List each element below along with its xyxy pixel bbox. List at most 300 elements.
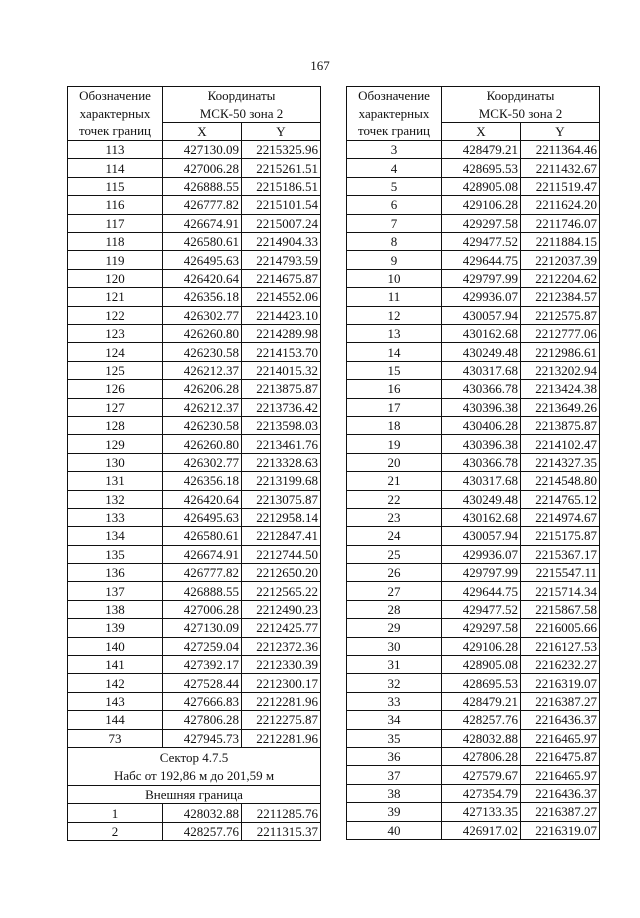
y-coordinate-cell: 2213075.87 — [242, 490, 321, 508]
header-point-designation — [68, 87, 163, 141]
x-coordinate-cell: 428905.08 — [442, 177, 521, 195]
x-coordinate-cell: 426777.82 — [163, 564, 242, 582]
y-coordinate-cell: 2216127.53 — [521, 637, 600, 655]
table-row — [347, 380, 600, 398]
x-coordinate-cell: 430396.38 — [442, 435, 521, 453]
y-coordinate-cell: 2214675.87 — [242, 269, 321, 287]
y-coordinate-cell: 2211285.76 — [242, 804, 321, 822]
y-coordinate-cell: 2212425.77 — [242, 619, 321, 637]
y-coordinate-cell: 2212650.20 — [242, 564, 321, 582]
header-point-designation — [347, 87, 442, 141]
table-row — [68, 472, 321, 490]
point-id-cell: 18 — [347, 416, 442, 434]
y-coordinate-cell: 2213328.63 — [242, 453, 321, 471]
y-coordinate-cell: 2213875.87 — [242, 380, 321, 398]
header-id-line: характерных — [358, 105, 430, 121]
y-coordinate-cell: 2211315.37 — [242, 822, 321, 840]
header-id-line: Обозначение — [358, 88, 430, 103]
x-coordinate-cell: 429936.07 — [442, 288, 521, 306]
point-id-cell: 129 — [68, 435, 163, 453]
x-coordinate-cell: 427130.09 — [163, 141, 242, 159]
y-coordinate-cell: 2212986.61 — [521, 343, 600, 361]
x-coordinate-cell: 428479.21 — [442, 692, 521, 710]
point-id-cell: 3 — [347, 141, 442, 159]
y-coordinate-cell: 2216436.37 — [521, 711, 600, 729]
table-row — [68, 306, 321, 324]
x-coordinate-cell: 426495.63 — [163, 251, 242, 269]
y-coordinate-cell: 2212575.87 — [521, 306, 600, 324]
y-coordinate-cell: 2216387.27 — [521, 692, 600, 710]
y-coordinate-cell: 2212204.62 — [521, 269, 600, 287]
point-id-cell: 130 — [68, 453, 163, 471]
x-coordinate-cell: 426674.91 — [163, 214, 242, 232]
y-coordinate-cell: 2212490.23 — [242, 600, 321, 618]
x-coordinate-cell: 426888.55 — [163, 582, 242, 600]
x-coordinate-cell: 430057.94 — [442, 527, 521, 545]
x-coordinate-cell: 426212.37 — [163, 361, 242, 379]
point-id-cell: 22 — [347, 490, 442, 508]
point-id-cell: 122 — [68, 306, 163, 324]
table-row — [68, 196, 321, 214]
point-id-cell: 4 — [347, 159, 442, 177]
y-coordinate-cell: 2216465.97 — [521, 766, 600, 784]
point-id-cell: 27 — [347, 582, 442, 600]
point-id-cell: 40 — [347, 821, 442, 839]
table-row — [347, 600, 600, 618]
point-id-cell: 142 — [68, 674, 163, 692]
x-coordinate-cell: 430249.48 — [442, 343, 521, 361]
table-row — [68, 822, 321, 840]
boundary-label: Внешняя граница — [68, 786, 321, 804]
x-coordinate-cell: 426230.58 — [163, 343, 242, 361]
point-id-cell: 138 — [68, 600, 163, 618]
table-row — [347, 435, 600, 453]
point-id-cell: 123 — [68, 325, 163, 343]
table-row — [347, 196, 600, 214]
table-row — [347, 619, 600, 637]
point-id-cell: 141 — [68, 656, 163, 674]
y-coordinate-cell: 2214548.80 — [521, 472, 600, 490]
y-coordinate-cell: 2212281.96 — [242, 692, 321, 710]
point-id-cell: 125 — [68, 361, 163, 379]
y-coordinate-cell: 2214765.12 — [521, 490, 600, 508]
y-coordinate-cell: 2212037.39 — [521, 251, 600, 269]
x-coordinate-cell: 429477.52 — [442, 600, 521, 618]
x-coordinate-cell: 427259.04 — [163, 637, 242, 655]
sector-heading — [68, 747, 321, 785]
y-coordinate-cell: 2216005.66 — [521, 619, 600, 637]
table-row — [347, 508, 600, 526]
point-id-cell: 136 — [68, 564, 163, 582]
y-coordinate-cell: 2214793.59 — [242, 251, 321, 269]
y-coordinate-cell: 2212777.06 — [521, 325, 600, 343]
table-row — [68, 545, 321, 563]
table-row — [347, 306, 600, 324]
point-id-cell: 8 — [347, 233, 442, 251]
y-coordinate-cell: 2211746.07 — [521, 214, 600, 232]
x-coordinate-cell: 428905.08 — [442, 656, 521, 674]
table-row — [68, 343, 321, 361]
sector-title: Сектор 4.7.5 — [159, 749, 229, 765]
y-coordinate-cell: 2211884.15 — [521, 233, 600, 251]
table-row — [68, 361, 321, 379]
header-id-line: точек границ — [78, 123, 152, 139]
x-coordinate-cell: 427806.28 — [163, 711, 242, 729]
x-coordinate-cell: 430317.68 — [442, 361, 521, 379]
y-coordinate-cell: 2212744.50 — [242, 545, 321, 563]
x-coordinate-cell: 428032.88 — [163, 804, 242, 822]
table-row — [68, 564, 321, 582]
y-coordinate-cell: 2213424.38 — [521, 380, 600, 398]
table-row — [347, 784, 600, 802]
x-coordinate-cell: 426674.91 — [163, 545, 242, 563]
x-coordinate-cell: 426917.02 — [442, 821, 521, 839]
point-id-cell: 119 — [68, 251, 163, 269]
x-coordinate-cell: 426260.80 — [163, 325, 242, 343]
table-row — [68, 288, 321, 306]
header-coord-line: Координаты — [207, 88, 276, 103]
point-id-cell: 127 — [68, 398, 163, 416]
y-coordinate-cell: 2214289.98 — [242, 325, 321, 343]
y-coordinate-cell: 2211624.20 — [521, 196, 600, 214]
table-row — [347, 416, 600, 434]
point-id-cell: 133 — [68, 508, 163, 526]
point-id-cell: 39 — [347, 803, 442, 821]
table-row — [347, 288, 600, 306]
header-y: Y — [242, 123, 321, 141]
y-coordinate-cell: 2215367.17 — [521, 545, 600, 563]
y-coordinate-cell: 2214904.33 — [242, 233, 321, 251]
table-row — [68, 637, 321, 655]
x-coordinate-cell: 428257.76 — [442, 711, 521, 729]
x-coordinate-cell: 429297.58 — [442, 619, 521, 637]
table-row — [68, 177, 321, 195]
point-id-cell: 35 — [347, 729, 442, 747]
x-coordinate-cell: 427133.35 — [442, 803, 521, 821]
y-coordinate-cell: 2216232.27 — [521, 656, 600, 674]
x-coordinate-cell: 429106.28 — [442, 637, 521, 655]
y-coordinate-cell: 2214552.06 — [242, 288, 321, 306]
x-coordinate-cell: 430057.94 — [442, 306, 521, 324]
table-row — [68, 380, 321, 398]
table-row — [68, 674, 321, 692]
header-coordinates — [163, 87, 321, 123]
point-id-cell: 26 — [347, 564, 442, 582]
point-id-cell: 139 — [68, 619, 163, 637]
x-coordinate-cell: 426888.55 — [163, 177, 242, 195]
y-coordinate-cell: 2215867.58 — [521, 600, 600, 618]
x-coordinate-cell: 427354.79 — [442, 784, 521, 802]
y-coordinate-cell: 2216387.27 — [521, 803, 600, 821]
point-id-cell: 117 — [68, 214, 163, 232]
table-row — [347, 472, 600, 490]
table-row — [347, 711, 600, 729]
y-coordinate-cell: 2216319.07 — [521, 674, 600, 692]
point-id-cell: 37 — [347, 766, 442, 784]
point-id-cell: 137 — [68, 582, 163, 600]
point-id-cell: 132 — [68, 490, 163, 508]
x-coordinate-cell: 426212.37 — [163, 398, 242, 416]
x-coordinate-cell: 430317.68 — [442, 472, 521, 490]
x-coordinate-cell: 428479.21 — [442, 141, 521, 159]
point-id-cell: 23 — [347, 508, 442, 526]
point-id-cell: 135 — [68, 545, 163, 563]
x-coordinate-cell: 426260.80 — [163, 435, 242, 453]
x-coordinate-cell: 427392.17 — [163, 656, 242, 674]
table-row — [68, 435, 321, 453]
table-row — [68, 600, 321, 618]
x-coordinate-cell: 428257.76 — [163, 822, 242, 840]
x-coordinate-cell: 427130.09 — [163, 619, 242, 637]
point-id-cell: 5 — [347, 177, 442, 195]
y-coordinate-cell: 2213649.26 — [521, 398, 600, 416]
point-id-cell: 115 — [68, 177, 163, 195]
point-id-cell: 33 — [347, 692, 442, 710]
point-id-cell: 9 — [347, 251, 442, 269]
point-id-cell: 14 — [347, 343, 442, 361]
x-coordinate-cell: 430366.78 — [442, 453, 521, 471]
point-id-cell: 113 — [68, 141, 163, 159]
header-coordinates — [442, 87, 600, 123]
table-row — [68, 619, 321, 637]
table-row — [68, 490, 321, 508]
table-row — [68, 325, 321, 343]
y-coordinate-cell: 2215186.51 — [242, 177, 321, 195]
table-row — [347, 582, 600, 600]
coordinates-table-left — [67, 86, 321, 841]
point-id-cell: 28 — [347, 600, 442, 618]
y-coordinate-cell: 2213202.94 — [521, 361, 600, 379]
y-coordinate-cell: 2214102.47 — [521, 435, 600, 453]
y-coordinate-cell: 2214974.67 — [521, 508, 600, 526]
table-row — [68, 141, 321, 159]
y-coordinate-cell: 2216475.87 — [521, 747, 600, 765]
table-row — [347, 214, 600, 232]
table-row — [347, 398, 600, 416]
point-id-cell: 12 — [347, 306, 442, 324]
point-id-cell: 13 — [347, 325, 442, 343]
table-row — [347, 527, 600, 545]
x-coordinate-cell: 428695.53 — [442, 674, 521, 692]
x-coordinate-cell: 426206.28 — [163, 380, 242, 398]
point-id-cell: 19 — [347, 435, 442, 453]
y-coordinate-cell: 2212565.22 — [242, 582, 321, 600]
table-row — [347, 564, 600, 582]
y-coordinate-cell: 2212847.41 — [242, 527, 321, 545]
point-id-cell: 6 — [347, 196, 442, 214]
point-id-cell: 114 — [68, 159, 163, 177]
y-coordinate-cell: 2216319.07 — [521, 821, 600, 839]
point-id-cell: 34 — [347, 711, 442, 729]
table-row — [347, 269, 600, 287]
x-coordinate-cell: 426580.61 — [163, 527, 242, 545]
x-coordinate-cell: 426356.18 — [163, 472, 242, 490]
x-coordinate-cell: 427006.28 — [163, 159, 242, 177]
coordinates-table-right — [346, 86, 600, 840]
y-coordinate-cell: 2211364.46 — [521, 141, 600, 159]
x-coordinate-cell: 426302.77 — [163, 453, 242, 471]
point-id-cell: 24 — [347, 527, 442, 545]
x-coordinate-cell: 429797.99 — [442, 269, 521, 287]
x-coordinate-cell: 427006.28 — [163, 600, 242, 618]
table-row — [347, 656, 600, 674]
x-coordinate-cell: 426356.18 — [163, 288, 242, 306]
x-coordinate-cell: 429477.52 — [442, 233, 521, 251]
point-id-cell: 11 — [347, 288, 442, 306]
point-id-cell: 16 — [347, 380, 442, 398]
page-number: 167 — [310, 58, 330, 73]
point-id-cell: 15 — [347, 361, 442, 379]
x-coordinate-cell: 430366.78 — [442, 380, 521, 398]
y-coordinate-cell: 2215547.11 — [521, 564, 600, 582]
x-coordinate-cell: 430249.48 — [442, 490, 521, 508]
point-id-cell: 134 — [68, 527, 163, 545]
x-coordinate-cell: 427806.28 — [442, 747, 521, 765]
x-coordinate-cell: 430162.68 — [442, 508, 521, 526]
table-row — [68, 453, 321, 471]
point-id-cell: 121 — [68, 288, 163, 306]
x-coordinate-cell: 426230.58 — [163, 416, 242, 434]
y-coordinate-cell: 2215175.87 — [521, 527, 600, 545]
point-id-cell: 36 — [347, 747, 442, 765]
header-id-line: точек границ — [357, 123, 431, 139]
right-table-body — [347, 141, 600, 840]
table-row — [347, 361, 600, 379]
table-row — [68, 251, 321, 269]
point-id-cell: 73 — [68, 729, 163, 747]
point-id-cell: 32 — [347, 674, 442, 692]
table-row — [68, 416, 321, 434]
x-coordinate-cell: 428695.53 — [442, 159, 521, 177]
point-id-cell: 118 — [68, 233, 163, 251]
x-coordinate-cell: 426302.77 — [163, 306, 242, 324]
table-row — [347, 821, 600, 839]
x-coordinate-cell: 427528.44 — [163, 674, 242, 692]
x-coordinate-cell: 426420.64 — [163, 269, 242, 287]
y-coordinate-cell: 2214327.35 — [521, 453, 600, 471]
table-row — [347, 545, 600, 563]
header-id-line: Обозначение — [79, 88, 151, 103]
point-id-cell: 124 — [68, 343, 163, 361]
left-table-body — [68, 141, 321, 748]
sector-height-range: Набс от 192,86 м до 201,59 м — [113, 767, 275, 783]
y-coordinate-cell: 2212281.96 — [242, 729, 321, 747]
header-id-line: характерных — [79, 105, 151, 121]
point-id-cell: 21 — [347, 472, 442, 490]
y-coordinate-cell: 2215261.51 — [242, 159, 321, 177]
left-table-body-after — [68, 804, 321, 841]
table-row — [68, 269, 321, 287]
y-coordinate-cell: 2215325.96 — [242, 141, 321, 159]
y-coordinate-cell: 2213461.76 — [242, 435, 321, 453]
sector-block — [68, 747, 321, 803]
table-row — [68, 508, 321, 526]
table-row — [347, 674, 600, 692]
point-id-cell: 128 — [68, 416, 163, 434]
table-row — [347, 343, 600, 361]
x-coordinate-cell: 429644.75 — [442, 582, 521, 600]
header-x: X — [442, 123, 521, 141]
table-row — [347, 141, 600, 159]
table-row — [347, 637, 600, 655]
point-id-cell: 144 — [68, 711, 163, 729]
table-row — [347, 490, 600, 508]
point-id-cell: 29 — [347, 619, 442, 637]
header-coord-line: Координаты — [486, 88, 555, 103]
x-coordinate-cell: 427579.67 — [442, 766, 521, 784]
header-y: Y — [521, 123, 600, 141]
y-coordinate-cell: 2212372.36 — [242, 637, 321, 655]
table-row — [68, 711, 321, 729]
y-coordinate-cell: 2212275.87 — [242, 711, 321, 729]
table-row — [347, 233, 600, 251]
table-row — [68, 582, 321, 600]
y-coordinate-cell: 2212300.17 — [242, 674, 321, 692]
y-coordinate-cell: 2213875.87 — [521, 416, 600, 434]
point-id-cell: 120 — [68, 269, 163, 287]
y-coordinate-cell: 2212330.39 — [242, 656, 321, 674]
x-coordinate-cell: 429936.07 — [442, 545, 521, 563]
point-id-cell: 7 — [347, 214, 442, 232]
table-row — [68, 159, 321, 177]
y-coordinate-cell: 2214153.70 — [242, 343, 321, 361]
header-coord-line: МСК-50 зона 2 — [478, 105, 563, 121]
point-id-cell: 17 — [347, 398, 442, 416]
point-id-cell: 10 — [347, 269, 442, 287]
y-coordinate-cell: 2215714.34 — [521, 582, 600, 600]
y-coordinate-cell: 2216436.37 — [521, 784, 600, 802]
point-id-cell: 140 — [68, 637, 163, 655]
y-coordinate-cell: 2211519.47 — [521, 177, 600, 195]
point-id-cell: 131 — [68, 472, 163, 490]
x-coordinate-cell: 426777.82 — [163, 196, 242, 214]
point-id-cell: 31 — [347, 656, 442, 674]
table-row — [68, 398, 321, 416]
table-row — [68, 692, 321, 710]
table-row — [347, 177, 600, 195]
table-row — [68, 233, 321, 251]
y-coordinate-cell: 2216465.97 — [521, 729, 600, 747]
y-coordinate-cell: 2215007.24 — [242, 214, 321, 232]
x-coordinate-cell: 426420.64 — [163, 490, 242, 508]
point-id-cell: 2 — [68, 822, 163, 840]
y-coordinate-cell: 2212958.14 — [242, 508, 321, 526]
point-id-cell: 1 — [68, 804, 163, 822]
point-id-cell: 143 — [68, 692, 163, 710]
y-coordinate-cell: 2211432.67 — [521, 159, 600, 177]
table-row — [347, 159, 600, 177]
table-row — [347, 766, 600, 784]
header-x: X — [163, 123, 242, 141]
table-row — [68, 527, 321, 545]
x-coordinate-cell: 429797.99 — [442, 564, 521, 582]
x-coordinate-cell: 429297.58 — [442, 214, 521, 232]
point-id-cell: 116 — [68, 196, 163, 214]
table-row — [68, 656, 321, 674]
y-coordinate-cell: 2214015.32 — [242, 361, 321, 379]
table-row — [347, 692, 600, 710]
point-id-cell: 38 — [347, 784, 442, 802]
table-row — [68, 804, 321, 822]
table-row — [347, 803, 600, 821]
y-coordinate-cell: 2213598.03 — [242, 416, 321, 434]
x-coordinate-cell: 430406.28 — [442, 416, 521, 434]
y-coordinate-cell: 2215101.54 — [242, 196, 321, 214]
x-coordinate-cell: 429644.75 — [442, 251, 521, 269]
header-coord-line: МСК-50 зона 2 — [199, 105, 284, 121]
table-row — [347, 453, 600, 471]
x-coordinate-cell: 426580.61 — [163, 233, 242, 251]
